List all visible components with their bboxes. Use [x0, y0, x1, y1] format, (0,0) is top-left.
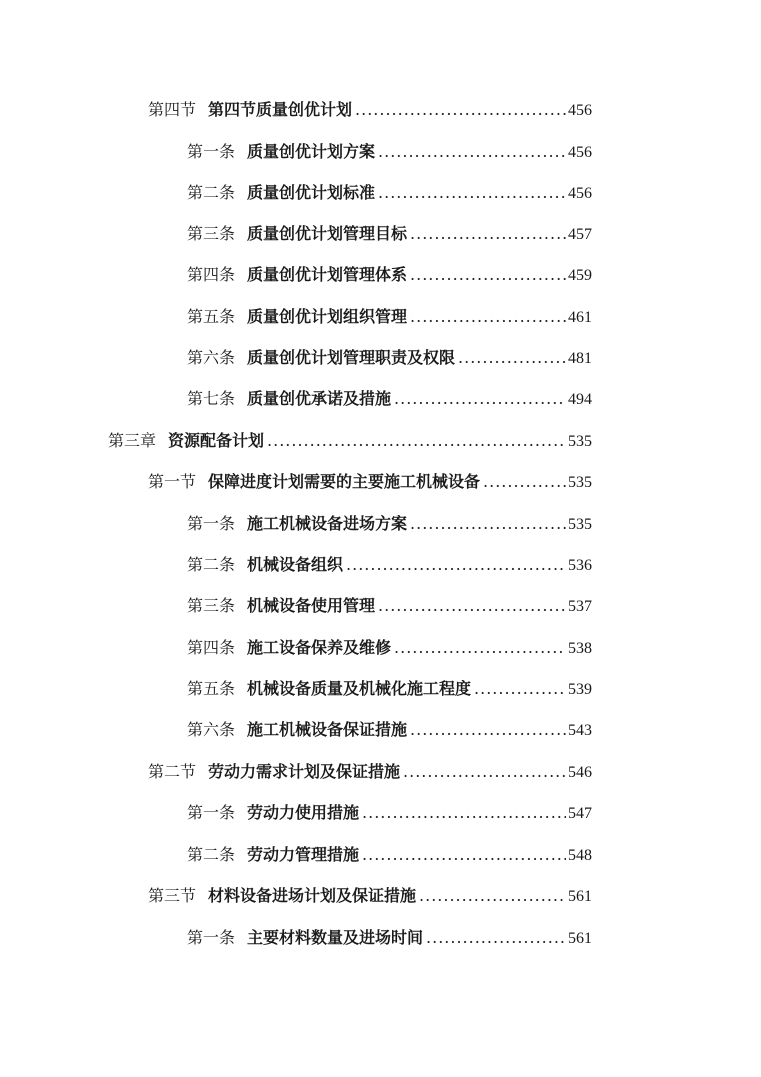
toc-number: 第五条	[187, 307, 236, 326]
toc-title: 机械设备使用管理	[247, 596, 376, 615]
toc-number: 第六条	[187, 348, 236, 367]
toc-number: 第三章	[108, 431, 157, 450]
leader-dots	[410, 264, 566, 286]
toc-title: 劳动力使用措施	[247, 803, 360, 822]
toc-page-number: 535	[568, 516, 592, 533]
toc-entry[interactable]	[187, 927, 592, 949]
toc-entry[interactable]	[148, 99, 592, 121]
toc-page-number: 547	[568, 805, 592, 822]
toc-title: 施工设备保养及维修	[247, 638, 392, 657]
toc-title: 劳动力管理措施	[247, 845, 360, 864]
toc-page-number: 535	[568, 474, 592, 491]
toc-number: 第一条	[187, 142, 236, 161]
toc-number: 第二条	[187, 845, 236, 864]
toc-number: 第二节	[148, 762, 197, 781]
toc-page-number: 535	[568, 433, 592, 450]
toc-title: 主要材料数量及进场时间	[247, 928, 424, 947]
leader-dots	[362, 802, 566, 824]
toc-entry[interactable]	[187, 141, 592, 163]
toc-page-number: 494	[568, 391, 592, 408]
leader-dots	[403, 761, 566, 783]
leader-dots	[378, 595, 566, 617]
toc-page-number: 546	[568, 764, 592, 781]
leader-dots	[394, 637, 566, 659]
leader-dots	[362, 844, 566, 866]
toc-entry[interactable]	[187, 554, 592, 576]
leader-dots	[346, 554, 566, 576]
toc-number: 第二条	[187, 183, 236, 202]
toc-entry[interactable]	[108, 430, 592, 452]
toc-title: 质量创优承诺及措施	[247, 389, 392, 408]
toc-page-number: 537	[568, 598, 592, 615]
toc-title: 机械设备质量及机械化施工程度	[247, 679, 472, 698]
toc-title: 质量创优计划方案	[247, 142, 376, 161]
leader-dots	[426, 927, 566, 949]
toc-entry[interactable]	[187, 802, 592, 824]
leader-dots	[378, 141, 566, 163]
toc-title: 资源配备计划	[168, 431, 265, 450]
toc-page-number: 561	[568, 888, 592, 905]
toc-title: 材料设备进场计划及保证措施	[208, 886, 417, 905]
toc-number: 第一条	[187, 928, 236, 947]
leader-dots	[410, 223, 566, 245]
leader-dots	[474, 678, 566, 700]
leader-dots	[458, 347, 566, 369]
toc-entry[interactable]	[187, 264, 592, 286]
toc-page-number: 456	[568, 185, 592, 202]
toc-entry[interactable]	[148, 885, 592, 907]
toc-entry[interactable]	[187, 388, 592, 410]
toc-title: 质量创优计划管理职责及权限	[247, 348, 456, 367]
toc-entry[interactable]	[187, 595, 592, 617]
toc-page-number: 538	[568, 640, 592, 657]
toc-title: 质量创优计划管理目标	[247, 224, 408, 243]
toc-entry[interactable]	[187, 182, 592, 204]
leader-dots	[267, 430, 566, 452]
toc-title: 保障进度计划需要的主要施工机械设备	[208, 472, 481, 491]
toc-page-number: 543	[568, 722, 592, 739]
leader-dots	[483, 471, 566, 493]
toc-number: 第二条	[187, 555, 236, 574]
toc-entry[interactable]	[187, 223, 592, 245]
toc-number: 第三条	[187, 596, 236, 615]
toc-page-number: 457	[568, 226, 592, 243]
toc-number: 第六条	[187, 720, 236, 739]
toc-page-number: 456	[568, 102, 592, 119]
leader-dots	[378, 182, 566, 204]
toc-page-number: 539	[568, 681, 592, 698]
toc-number: 第三节	[148, 886, 197, 905]
leader-dots	[394, 388, 566, 410]
leader-dots	[410, 719, 566, 741]
toc-number: 第一条	[187, 803, 236, 822]
toc-entry[interactable]	[148, 471, 592, 493]
toc-number: 第五条	[187, 679, 236, 698]
toc-number: 第四节	[148, 100, 197, 119]
toc-number: 第四条	[187, 638, 236, 657]
toc-title: 第四节质量创优计划	[208, 100, 353, 119]
toc-page-number: 461	[568, 309, 592, 326]
leader-dots	[355, 99, 566, 121]
toc-entry[interactable]	[187, 637, 592, 659]
leader-dots	[410, 513, 566, 535]
toc-page-number: 561	[568, 930, 592, 947]
toc-page-number: 456	[568, 144, 592, 161]
toc-number: 第三条	[187, 224, 236, 243]
toc-page-number: 481	[568, 350, 592, 367]
toc-page-number: 459	[568, 267, 592, 284]
toc-title: 质量创优计划标准	[247, 183, 376, 202]
leader-dots	[410, 306, 566, 328]
toc-title: 劳动力需求计划及保证措施	[208, 762, 401, 781]
toc-title: 质量创优计划管理体系	[247, 265, 408, 284]
toc-entry[interactable]	[187, 844, 592, 866]
toc-title: 施工机械设备保证措施	[247, 720, 408, 739]
toc-entry[interactable]	[187, 678, 592, 700]
toc-number: 第七条	[187, 389, 236, 408]
toc-number: 第四条	[187, 265, 236, 284]
toc-title: 机械设备组织	[247, 555, 344, 574]
toc-page-number: 536	[568, 557, 592, 574]
toc-title: 施工机械设备进场方案	[247, 514, 408, 533]
toc-title: 质量创优计划组织管理	[247, 307, 408, 326]
leader-dots	[419, 885, 566, 907]
toc-entry[interactable]	[187, 306, 592, 328]
toc-entry[interactable]	[187, 513, 592, 535]
toc-entry[interactable]	[148, 761, 592, 783]
toc-page-number: 548	[568, 847, 592, 864]
toc-entry[interactable]	[187, 347, 592, 369]
toc-number: 第一节	[148, 472, 197, 491]
toc-number: 第一条	[187, 514, 236, 533]
toc-entry[interactable]	[187, 719, 592, 741]
